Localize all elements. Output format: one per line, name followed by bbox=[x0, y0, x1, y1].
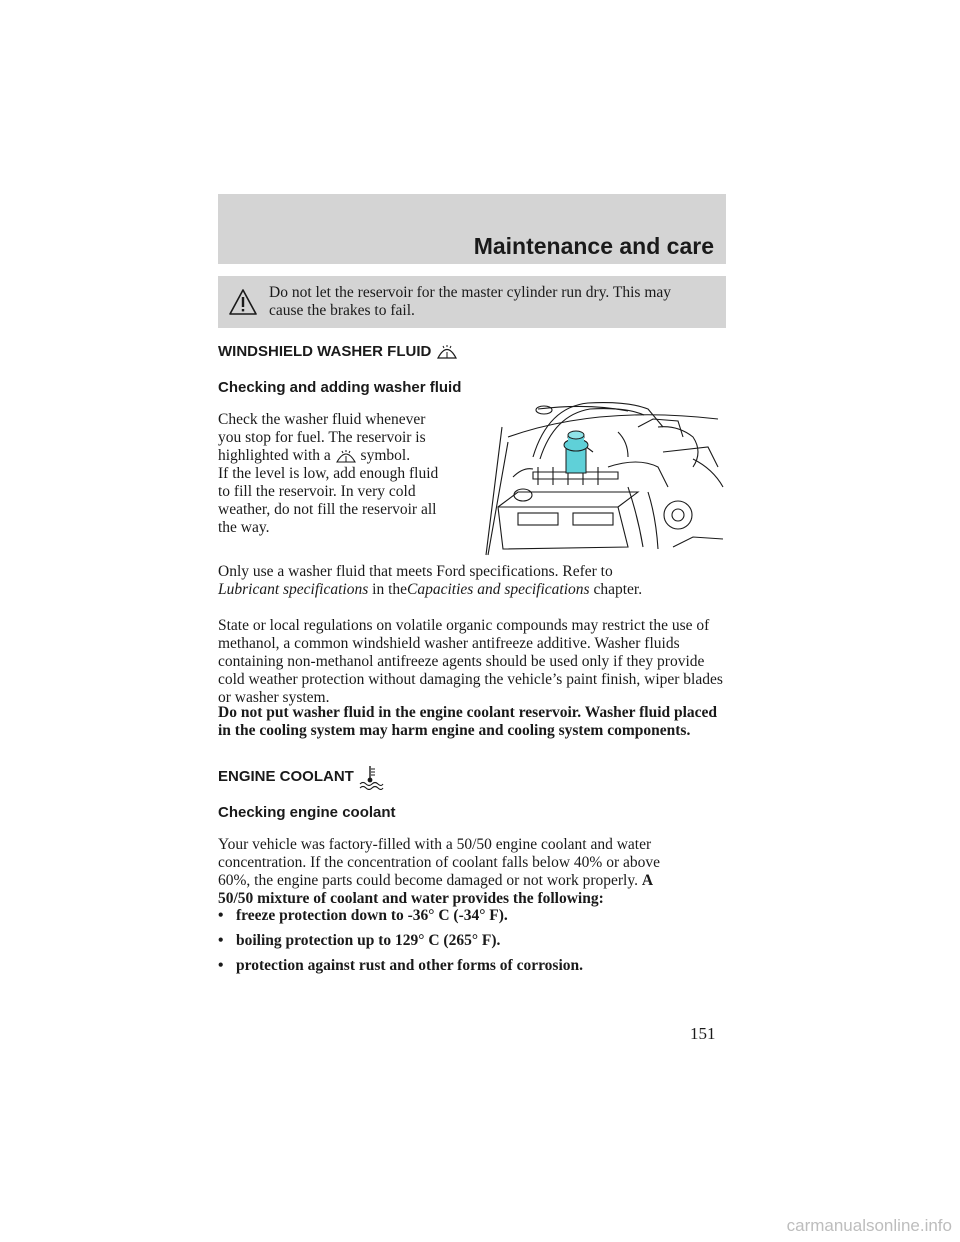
text-line: Only use a washer fluid that meets Ford specifications. Refer to bbox=[218, 563, 613, 580]
windshield-washer-icon bbox=[436, 343, 458, 361]
text-line: to fill the reservoir. In very cold bbox=[218, 483, 416, 500]
washer-para-4: State or local regulations on volatile organic compounds may restrict the use of methanol, a common windshield washer antifreeze additive. Washer fluids containing non-methanol antifreeze agents should be used only if they provide cold weather protection without damaging the vehicle’s paint finish, wiper blades or washer system. bbox=[218, 617, 723, 706]
engine-compartment-illustration bbox=[478, 397, 728, 557]
text-fragment: chapter. bbox=[593, 581, 643, 598]
washer-para-3 bbox=[218, 563, 728, 599]
coolant-heading bbox=[218, 764, 384, 790]
text-fragment: 60%, the engine parts could become damaged or not work properly. bbox=[218, 872, 638, 889]
text-line: If the level is low, add enough fluid bbox=[218, 465, 439, 482]
text-line: you stop for fuel. The reservoir is bbox=[218, 429, 426, 446]
text-fragment: A bbox=[641, 872, 654, 889]
coolant-heading-text: ENGINE COOLANT bbox=[218, 767, 354, 785]
text-fragment: Capacities and specifications bbox=[407, 581, 590, 598]
windshield-washer-icon bbox=[335, 448, 357, 464]
coolant-para-1 bbox=[218, 836, 738, 908]
bullet-marker: • bbox=[218, 957, 224, 974]
text-line: Your vehicle was factory-filled with a 50/50 engine coolant and water bbox=[218, 836, 652, 853]
text-line bbox=[218, 581, 728, 599]
chapter-header-band bbox=[218, 194, 726, 264]
text-line bbox=[218, 872, 738, 890]
list-item bbox=[218, 907, 508, 925]
coolant-subheading: Checking engine coolant bbox=[218, 804, 396, 821]
text-line: weather, do not fill the reservoir all bbox=[218, 501, 437, 518]
washer-heading-text: WINDSHIELD WASHER FLUID bbox=[218, 343, 432, 360]
watermark-link[interactable]: carmanualsonline.info bbox=[786, 1216, 952, 1235]
washer-para-5: Do not put washer fluid in the engine coolant reservoir. Washer fluid placed in the cooling system may harm engine and cooling system components. bbox=[218, 704, 718, 739]
warning-triangle-icon bbox=[228, 288, 258, 316]
text-fragment: symbol. bbox=[360, 447, 411, 464]
engine-coolant-temperature-icon bbox=[358, 764, 384, 790]
text-line: concentration. If the concentration of coolant falls below 40% or above bbox=[218, 854, 661, 871]
washer-para-1 bbox=[218, 411, 478, 465]
text-line: Check the washer fluid whenever bbox=[218, 411, 426, 428]
text-line: the way. bbox=[218, 519, 270, 536]
text-fragment: in the bbox=[372, 581, 408, 598]
text-fragment: highlighted with a bbox=[218, 447, 331, 464]
bullet-marker: • bbox=[218, 932, 224, 949]
page-number: 151 bbox=[690, 1024, 716, 1043]
bullet-text: boiling protection up to 129° C (265° F). bbox=[236, 932, 501, 949]
list-item bbox=[218, 932, 500, 950]
warning-box bbox=[218, 276, 726, 328]
list-item bbox=[218, 957, 583, 975]
washer-para-2 bbox=[218, 465, 478, 537]
warning-text: Do not let the reservoir for the master cylinder run dry. This may cause the brakes to fail. bbox=[269, 284, 672, 319]
washer-subheading: Checking and adding washer fluid bbox=[218, 379, 462, 396]
bullet-marker: • bbox=[218, 907, 224, 924]
washer-heading bbox=[218, 343, 458, 361]
washer-reservoir-cap bbox=[564, 431, 588, 473]
bullet-text: freeze protection down to -36° C (-34° F). bbox=[236, 907, 508, 924]
bullet-text: protection against rust and other forms of corrosion. bbox=[236, 957, 584, 974]
text-fragment: Lubricant specifications bbox=[218, 581, 369, 598]
text-line bbox=[218, 447, 478, 465]
text-line: 50/50 mixture of coolant and water provides the following: bbox=[218, 890, 604, 907]
chapter-title: Maintenance and care bbox=[473, 233, 714, 259]
